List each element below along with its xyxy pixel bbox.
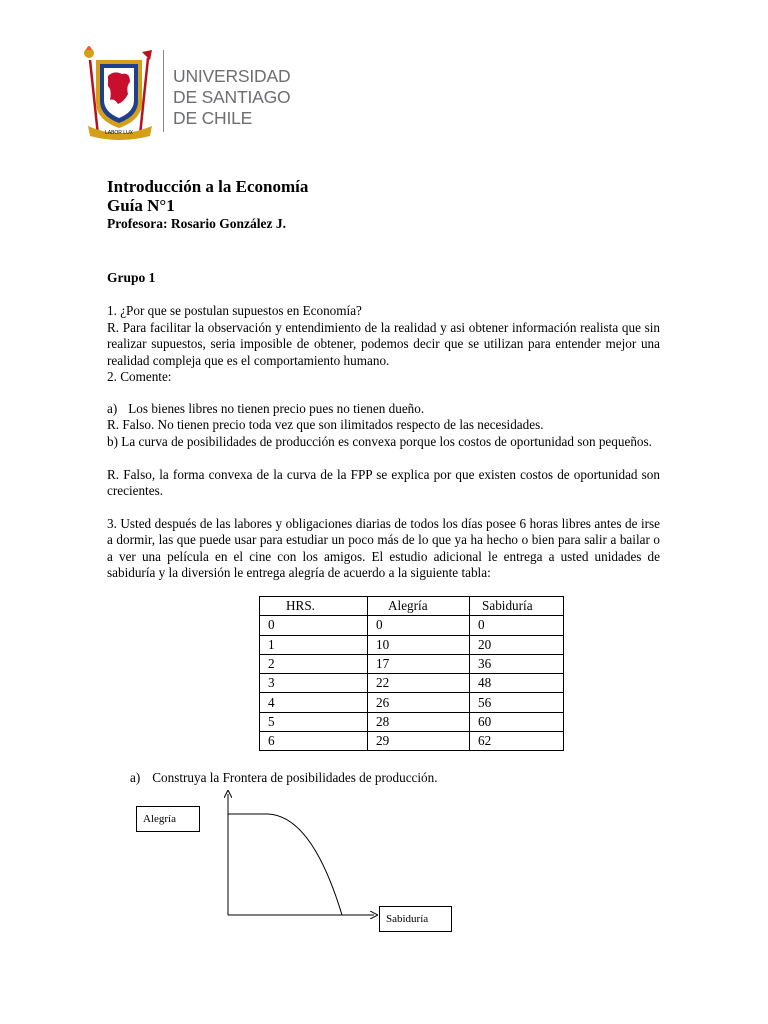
table-cell: 2 [260, 654, 368, 673]
course-title: Introducción a la Economía [107, 177, 309, 196]
q1-question: 1. ¿Por que se postulan supuestos en Economía? [107, 303, 362, 318]
q3-item-a-marker: a) [130, 770, 141, 785]
ppf-graph [220, 790, 380, 920]
table-cell: 48 [470, 674, 564, 693]
professor-line: Profesora: Rosario González J. [107, 216, 286, 231]
table-header-cell: Alegría [368, 597, 470, 616]
q2-item-a-text: Los bienes libres no tienen precio pues no tienen dueño. [128, 401, 425, 416]
table-row [260, 712, 564, 731]
table-cell: 29 [368, 732, 470, 751]
table-cell: 6 [260, 732, 368, 751]
crest-motto: LABOR LUX [104, 130, 134, 136]
table-cell: 0 [470, 616, 564, 635]
q3-item-a-text: Construya la Frontera de posibilidades de producción. [152, 770, 438, 785]
q2-label: 2. Comente: [107, 369, 172, 384]
table-cell: 60 [470, 712, 564, 731]
table-cell: 20 [470, 635, 564, 654]
table-row [260, 693, 564, 712]
university-name-line: DE SANTIAGO [173, 87, 291, 107]
table-cell: 1 [260, 635, 368, 654]
group-heading: Grupo 1 [107, 270, 156, 285]
graph-x-label: Sabiduría [379, 906, 452, 932]
q2-item-a-answer: R. Falso. No tienen precio toda vez que son ilimitados respecto de las necesidades. [107, 417, 544, 432]
table-cell: 26 [368, 693, 470, 712]
q3-text: 3. Usted después de las labores y obligaciones diarias de todos los días posee 6 horas libres antes de irse a dormir, las que puede usar para estudiar un poco más de lo que ya ha hecho o bien para salir a bailar o a ver una película en el cine con los amigos. El estudio adicional le entrega a usted unidades de sabiduría y la diversión le entrega alegría de acuerdo a la siguiente tabla: [107, 516, 660, 580]
q3-item-a [130, 770, 438, 786]
data-table [259, 596, 564, 751]
graph-y-label: Alegría [136, 806, 200, 832]
university-logo [80, 40, 291, 140]
table-cell: 62 [470, 732, 564, 751]
table-row [260, 732, 564, 751]
university-name-line: DE CHILE [173, 108, 253, 128]
table-row [260, 654, 564, 673]
table-cell: 56 [470, 693, 564, 712]
university-name [173, 66, 290, 129]
table-header-cell: HRS. [260, 597, 368, 616]
table-cell: 22 [368, 674, 470, 693]
q2-item-a [107, 401, 424, 417]
table-cell: 17 [368, 654, 470, 673]
table-row [260, 635, 564, 654]
university-name-line: UNIVERSIDAD [173, 66, 291, 86]
q1-answer: R. Para facilitar la observación y entendimiento de la realidad y asi obtener información realista que sin realizar supuestos, seria imposible de obtener, podemos decir que se utilizan para entender mejor una realidad compleja que es el comportamiento humano. [107, 320, 660, 368]
table-cell: 3 [260, 674, 368, 693]
table-cell: 10 [368, 635, 470, 654]
table-cell: 5 [260, 712, 368, 731]
table-cell: 4 [260, 693, 368, 712]
q2-item-b: b) La curva de posibilidades de producción es convexa porque los costos de oportunidad son pequeños. [107, 434, 652, 449]
crest-icon [80, 40, 160, 140]
logo-divider [163, 50, 164, 132]
table-cell: 36 [470, 654, 564, 673]
table-header-row [260, 597, 564, 616]
q2-item-a-marker: a) [107, 401, 118, 416]
table-cell: 0 [368, 616, 470, 635]
table-row [260, 616, 564, 635]
guide-title: Guía N°1 [107, 196, 175, 215]
table-row [260, 674, 564, 693]
q2-item-b-answer: R. Falso, la forma convexa de la curva de la FPP se explica por que existen costos de oportunidad son crecientes. [107, 467, 660, 499]
table-cell: 0 [260, 616, 368, 635]
table-cell: 28 [368, 712, 470, 731]
ppf-curve [228, 814, 342, 915]
table-header-cell: Sabiduría [470, 597, 564, 616]
